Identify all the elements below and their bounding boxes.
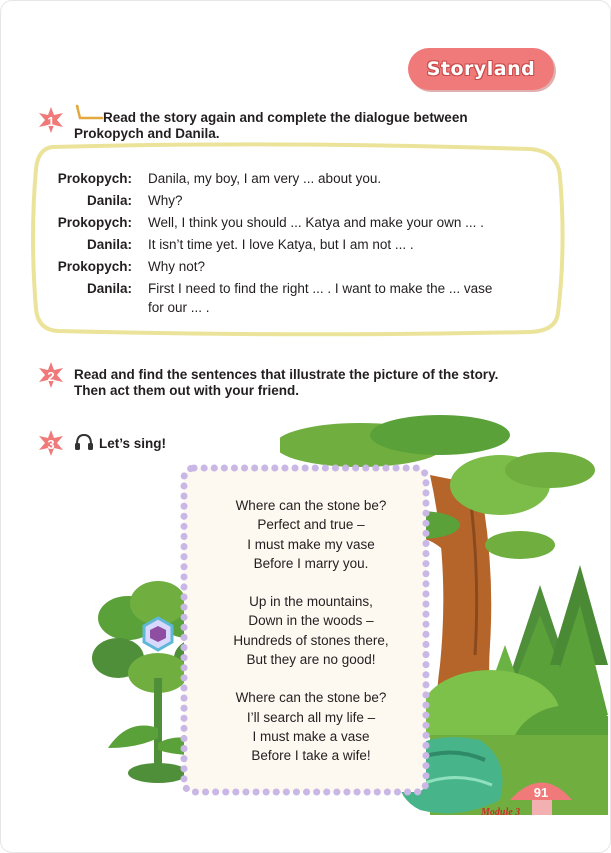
- dialogue-speaker: Prokopych:: [57, 215, 132, 230]
- dialogue-text-continuation: for our ... .: [148, 300, 210, 315]
- task-2-instruction-line1: Read and find the sentences that illustrate the picture of the story.: [74, 367, 499, 382]
- song-line: Up in the mountains,: [249, 594, 373, 610]
- dialogue-text: Danila, my boy, I am very ... about you.: [148, 171, 382, 186]
- headphones-icon: [74, 433, 94, 451]
- task-1-number-badge: [38, 107, 64, 133]
- storyland-badge: [408, 48, 554, 90]
- song-line: Perfect and true –: [257, 517, 365, 533]
- dialogue-speaker: Danila:: [86, 193, 132, 208]
- song-stanza: [188, 688, 434, 765]
- task-2-number-badge: [38, 362, 64, 388]
- task-3-instruction: Let’s sing!: [99, 436, 167, 451]
- task-1-instruction-line1: Read the story again and complete the dialogue between: [103, 110, 468, 125]
- song-line: Down in the woods –: [248, 613, 374, 629]
- task-1-instruction-line2: Prokopych and Danila.: [74, 126, 220, 141]
- dialogue-text: Why not?: [148, 259, 206, 274]
- dialogue-text: First I need to find the right ... . I want to make the ... vase: [148, 281, 493, 296]
- song-stanza: [188, 592, 434, 669]
- storyland-label: Storyland: [426, 58, 536, 80]
- dialogue-speaker: Danila:: [86, 281, 132, 296]
- dialogue-text: Why?: [148, 193, 183, 208]
- module-label: Module 3: [481, 807, 521, 818]
- song-lyrics: [188, 496, 434, 785]
- dialogue-speaker: Danila:: [86, 237, 132, 252]
- song-line: I’ll search all my life –: [246, 709, 376, 725]
- song-line: I must make a vase: [252, 728, 370, 744]
- song-line: Hundreds of stones there,: [233, 632, 389, 648]
- task-3-number: 3: [47, 436, 55, 452]
- task-2-number: 2: [47, 368, 55, 384]
- song-line: Where can the stone be?: [235, 690, 387, 706]
- song-stanza: [188, 496, 434, 573]
- page-number: 91: [533, 785, 549, 800]
- task-1-number: 1: [47, 113, 55, 129]
- task-2-instruction-line2: Then act them out with your friend.: [74, 383, 300, 398]
- dialogue-speaker: Prokopych:: [57, 171, 132, 186]
- song-line: Before I take a wife!: [251, 748, 371, 764]
- song-line: But they are no good!: [246, 652, 376, 668]
- task-3-number-badge: [38, 430, 64, 456]
- song-line: Where can the stone be?: [235, 498, 387, 513]
- dialogue-text: Well, I think you should ... Katya and make your own ... .: [148, 215, 484, 230]
- song-line: I must make my vase: [247, 536, 375, 552]
- dialogue-speaker: Prokopych:: [57, 259, 132, 274]
- song-line: Before I marry you.: [253, 555, 369, 571]
- dialogue-text: It isn’t time yet. I love Katya, but I am not ... .: [148, 237, 414, 252]
- pencil-write-icon: [74, 104, 104, 122]
